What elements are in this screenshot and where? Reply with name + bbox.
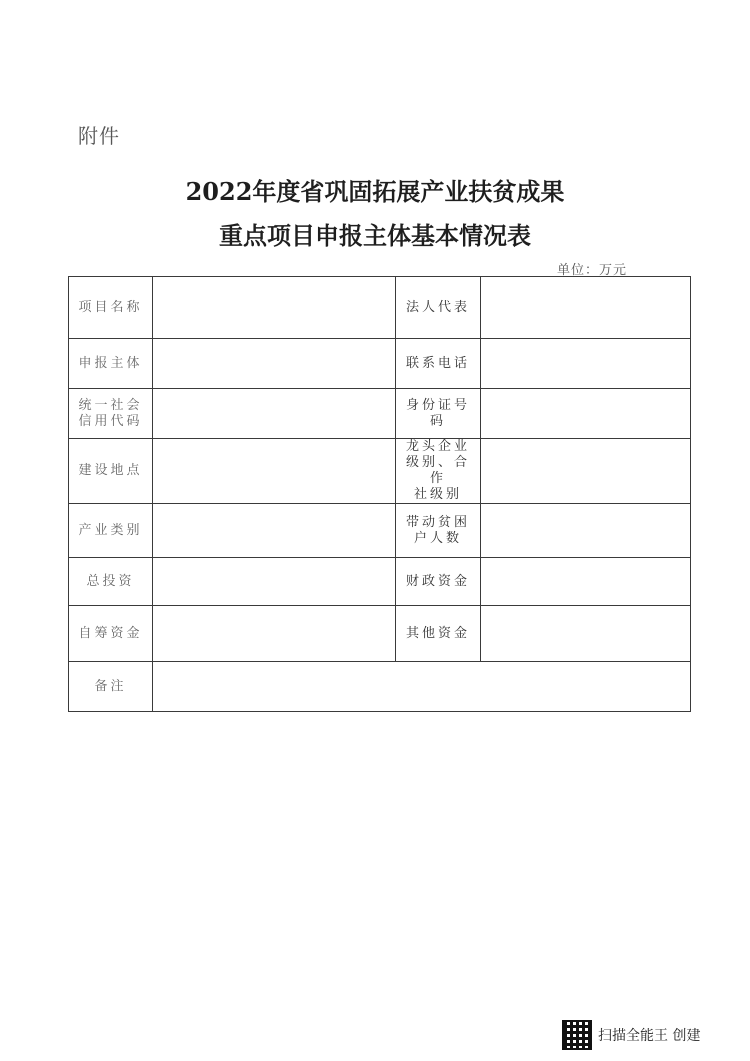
unit-label: 单位：万元	[557, 263, 628, 278]
field-label-enterprise-level-text: 龙头企业 级别、合作 社级别	[405, 439, 470, 502]
table-row	[69, 606, 691, 662]
table-row	[69, 662, 691, 712]
table-row	[69, 339, 691, 389]
field-value-credit-code[interactable]	[153, 389, 396, 439]
scanner-watermark	[562, 1020, 700, 1050]
field-label-industry: 产业类别	[69, 504, 153, 558]
field-value-project-name[interactable]	[153, 277, 396, 339]
table-row	[69, 504, 691, 558]
field-label-poor-households-text: 带动贫困 户人数	[405, 514, 470, 546]
qr-code-icon	[562, 1020, 592, 1050]
field-label-location: 建设地点	[69, 439, 153, 504]
field-label-other-funds: 其他资金	[396, 606, 481, 662]
field-label-self-funds: 自筹资金	[69, 606, 153, 662]
field-value-id-number[interactable]	[481, 389, 691, 439]
field-value-industry[interactable]	[153, 504, 396, 558]
watermark-text: 扫描全能王 创建	[598, 1028, 701, 1044]
field-label-remarks: 备注	[69, 662, 153, 712]
field-value-remarks[interactable]	[153, 662, 691, 712]
field-label-id-number	[396, 389, 481, 439]
field-value-self-funds[interactable]	[153, 606, 396, 662]
field-value-total-investment[interactable]	[153, 558, 396, 606]
field-label-phone: 联系电话	[396, 339, 481, 389]
info-form-table	[68, 276, 691, 712]
field-value-fiscal-funds[interactable]	[481, 558, 691, 606]
field-label-legal-rep: 法人代表	[396, 277, 481, 339]
field-label-project-name: 项目名称	[69, 277, 153, 339]
table-row	[69, 439, 691, 504]
field-label-credit-code	[69, 389, 153, 439]
field-label-total-investment: 总投资	[69, 558, 153, 606]
field-value-other-funds[interactable]	[481, 606, 691, 662]
table-row	[69, 389, 691, 439]
field-value-legal-rep[interactable]	[481, 277, 691, 339]
field-label-id-number-text: 身份证号 码	[405, 397, 470, 429]
field-label-applicant: 申报主体	[69, 339, 153, 389]
field-value-poor-households[interactable]	[481, 504, 691, 558]
field-value-location[interactable]	[153, 439, 396, 504]
field-value-applicant[interactable]	[153, 339, 396, 389]
table-row	[69, 277, 691, 339]
field-label-credit-code-text: 统一社会 信用代码	[78, 397, 143, 429]
field-label-poor-households	[396, 504, 481, 558]
field-label-fiscal-funds: 财政资金	[396, 558, 481, 606]
attachment-label: 附件	[78, 124, 120, 148]
field-value-phone[interactable]	[481, 339, 691, 389]
table-row	[69, 558, 691, 606]
page-title-line-1: 2022年度省巩固拓展产业扶贫成果	[185, 177, 565, 206]
field-label-enterprise-level	[396, 439, 481, 504]
field-value-enterprise-level[interactable]	[481, 439, 691, 504]
page-title-line-2: 重点项目申报主体基本情况表	[219, 221, 531, 250]
